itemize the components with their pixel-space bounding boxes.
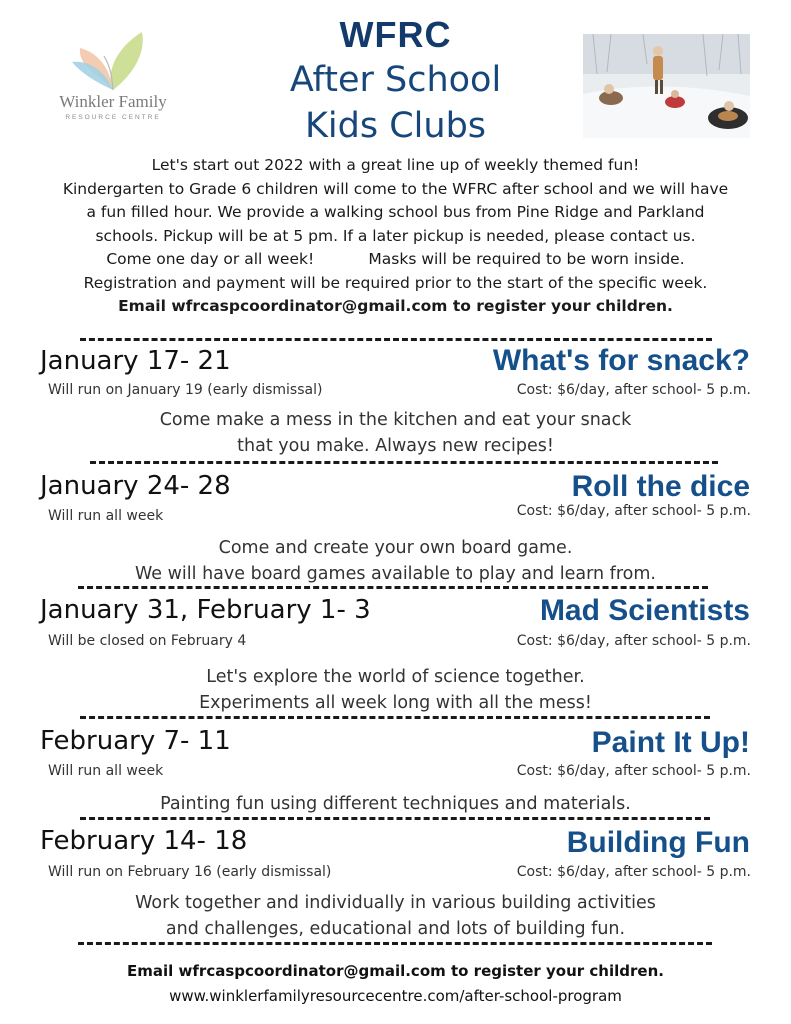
week-dates: January 31, February 1- 3 [40, 595, 371, 625]
week-cost: Cost: $6/day, after school- 5 p.m. [516, 503, 751, 519]
week-description [20, 664, 771, 716]
org-title: WFRC [339, 14, 452, 55]
intro-email-line: Email wfrcaspcoordinator@gmail.com to register your children. [118, 297, 673, 315]
week-note: Will run all week [48, 508, 164, 524]
week-dates: January 17- 21 [40, 346, 231, 376]
week-theme: Building Fun [566, 826, 750, 859]
week-note: Will run on January 19 (early dismissal) [48, 382, 323, 398]
week-dates: February 7- 11 [40, 726, 231, 756]
week-description [20, 890, 771, 942]
week-desc-line: Work together and individually in various building activities [135, 893, 656, 913]
logo-subtext: RESOURCE CENTRE [65, 114, 161, 121]
week-desc-line: that you make. Always new recipes! [237, 436, 554, 456]
week-cost: Cost: $6/day, after school- 5 p.m. [516, 763, 751, 779]
divider [80, 817, 710, 820]
divider [80, 338, 712, 341]
week-note: Will be closed on February 4 [48, 633, 247, 649]
week-desc-line: and challenges, educational and lots of building fun. [165, 919, 626, 939]
intro-text [20, 154, 771, 319]
week-desc-line: Let's explore the world of science together. [206, 667, 585, 687]
intro-line: Registration and payment will be required prior to the start of the specific week. [83, 273, 708, 292]
week-theme: Mad Scientists [539, 594, 750, 627]
week-description [20, 535, 771, 587]
title-line-1: After School [289, 60, 502, 100]
week-desc-line: Come and create your own board game. [218, 538, 573, 558]
week-note: Will run on February 16 (early dismissal) [48, 864, 332, 880]
week-theme: What's for snack? [492, 344, 750, 377]
footer-website-link[interactable]: www.winklerfamilyresourcecentre.com/after-school-program [169, 987, 622, 1005]
week-cost: Cost: $6/day, after school- 5 p.m. [516, 864, 751, 880]
intro-line: a fun filled hour. We provide a walking school bus from Pine Ridge and Parkland [86, 203, 705, 221]
week-note: Will run all week [48, 763, 164, 779]
week-dates: January 24- 28 [40, 471, 231, 501]
week-theme: Paint It Up! [591, 726, 750, 759]
week-desc-line: We will have board games available to play and learn from. [135, 564, 656, 584]
divider [78, 586, 708, 589]
week-desc-line: Painting fun using different techniques and materials. [160, 794, 631, 814]
week-description [20, 407, 771, 459]
title-line-2: Kids Clubs [304, 106, 487, 146]
divider [90, 461, 718, 464]
week-cost: Cost: $6/day, after school- 5 p.m. [516, 382, 751, 398]
footer-email-line: Email wfrcaspcoordinator@gmail.com to register your children. [127, 962, 664, 980]
week-cost: Cost: $6/day, after school- 5 p.m. [516, 633, 751, 649]
intro-line: Let's start out 2022 with a great line up of weekly themed fun! [151, 156, 640, 174]
intro-line: Come one day or all week! Masks will be required to be worn inside. [106, 250, 685, 268]
week-dates: February 14- 18 [40, 826, 248, 856]
week-theme: Roll the dice [571, 470, 750, 503]
week-desc-line: Experiments all week long with all the mess! [199, 693, 592, 713]
intro-line: Kindergarten to Grade 6 children will come to the WFRC after school and we will have [62, 179, 729, 198]
divider [80, 716, 710, 719]
divider [78, 942, 712, 945]
intro-line: schools. Pickup will be at 5 pm. If a later pickup is needed, please contact us. [95, 226, 696, 245]
week-desc-line: Come make a mess in the kitchen and eat your snack [159, 410, 632, 430]
snow-photo [583, 34, 750, 138]
logo-text: Winkler Family [59, 92, 167, 111]
week-description [20, 791, 771, 817]
